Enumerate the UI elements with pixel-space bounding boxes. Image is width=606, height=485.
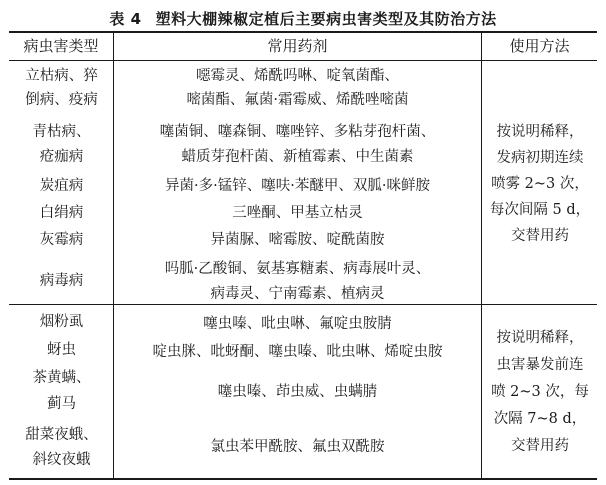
pest-type: 蓟马 xyxy=(47,396,76,412)
pest-type: 蚜虫 xyxy=(47,342,76,358)
disease-agent: 异菌·多·锰锌、噻呋·苯醚甲、双胍·咪鲜胺 xyxy=(165,178,430,194)
pest-type: 烟粉虱 xyxy=(39,314,84,330)
disease-agent: 噁霉灵、烯酰吗啉、啶氧菌酯、 xyxy=(196,68,399,84)
pest-agent: 啶虫脒、吡蚜酮、噻虫嗪、吡虫啉、烯啶虫胺 xyxy=(152,344,443,360)
bottom-rule xyxy=(9,478,597,480)
disease-usage: 每次间隔 5 d， xyxy=(489,202,591,218)
disease-usage: 交替用药 xyxy=(511,228,569,244)
disease-agent: 噻菌铜、噻森铜、噻唑锌、多粘芽孢杆菌、 xyxy=(159,124,436,140)
disease-type: 炭疽病 xyxy=(39,178,84,194)
pest-usage: 次隔 7~8 d， xyxy=(493,411,587,427)
column-divider xyxy=(113,32,114,479)
disease-usage: 发病初期连续 xyxy=(496,150,584,166)
table-caption xyxy=(0,8,606,29)
disease-type: 倒病、疫病 xyxy=(25,92,98,108)
disease-type: 白绢病 xyxy=(39,205,84,221)
pest-type: 茶黄螨、 xyxy=(32,370,91,386)
header-type: 病虫害类型 xyxy=(23,37,99,55)
pest-agent: 噻虫嗪、吡虫啉、氟啶虫胺腈 xyxy=(203,316,392,332)
pest-usage: 喷 2~3 次，每 xyxy=(491,384,589,400)
disease-type: 立枯病、猝 xyxy=(25,68,98,84)
section-rule xyxy=(9,304,597,305)
disease-agent: 异菌脲、嘧霉胺、啶酰菌胺 xyxy=(210,232,385,248)
disease-type: 青枯病、 xyxy=(32,124,91,140)
disease-agent: 病毒灵、宁南霉素、植病灵 xyxy=(210,286,385,302)
column-divider xyxy=(481,32,482,479)
table-title: 塑料大棚辣椒定植后主要病虫害类型及其防治方法 xyxy=(155,10,497,28)
disease-type: 疮痂病 xyxy=(39,149,84,165)
pest-agent: 噻虫嗪、茚虫威、虫螨腈 xyxy=(217,384,378,400)
disease-agent: 嘧菌酯、氟菌·霜霉威、烯酰唑嘧菌 xyxy=(186,92,409,108)
disease-usage: 喷雾 2~3 次， xyxy=(491,176,589,192)
disease-usage: 按说明稀释， xyxy=(496,124,584,140)
header-rule xyxy=(9,60,597,61)
pest-usage: 虫害暴发前连 xyxy=(496,357,584,373)
disease-type: 灰霉病 xyxy=(39,232,84,248)
header-usage: 使用方法 xyxy=(509,37,570,55)
table-label: 表 4 xyxy=(109,10,142,28)
pest-agent: 氯虫苯甲酰胺、氟虫双酰胺 xyxy=(210,439,385,455)
disease-agent: 蜡质芽孢杆菌、新植霉素、中生菌素 xyxy=(181,149,414,165)
pest-usage: 交替用药 xyxy=(511,438,569,454)
disease-agent: 三唑酮、甲基立枯灵 xyxy=(232,205,363,221)
pest-type: 斜纹夜蛾 xyxy=(32,452,91,468)
pest-type: 甜菜夜蛾、 xyxy=(25,427,98,443)
disease-type: 病毒病 xyxy=(39,273,84,289)
disease-agent: 吗胍·乙酸铜、氨基寡糖素、病毒展叶灵、 xyxy=(164,261,431,277)
header-agents: 常用药剂 xyxy=(267,37,328,55)
pest-usage: 按说明稀释， xyxy=(496,330,584,346)
